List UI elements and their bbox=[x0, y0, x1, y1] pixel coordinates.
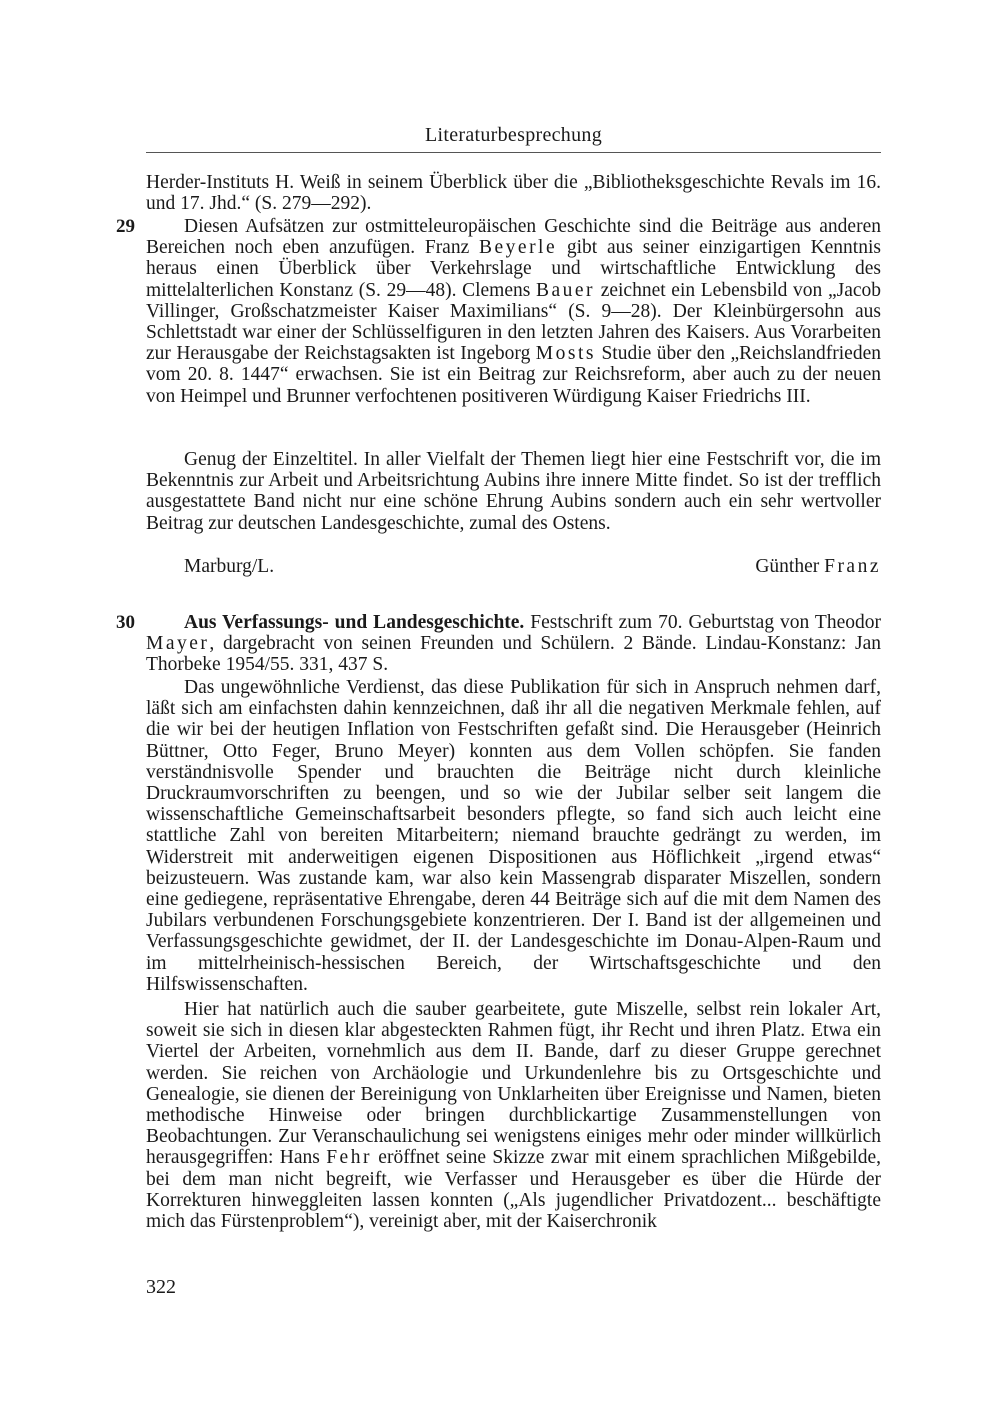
review-30-paragraph-1: Das ungewöhnliche Verdienst, das diese Publikation für sich in Anspruch nehmen darf, läßt sich am einfachsten dahin kennzeichnen, daß ihr all die negativen Merkmale fehlen, auf die wir bei der heutigen Inflation von Festschriften gefaßt sind. Die Herausgeber (Heinrich Büttner, Otto Feger, Bruno Meyer) konnten aus dem Vollen schöpfen. Sie fanden verständnisvolle Spender und brauchten die Beiträge nicht durch kleinliche Druckraumvorschriften zu beengen, und so wie der Jubilar selber seit langem die wissenschaftliche Gemeinschaftsarbeit besonders pflegte, so fand sich auch leicht eine stattliche Zahl von bereiten Mitarbeitern; niemand brauchte gedrängt zu werden, im Widerstreit mit anderweitigen eigenen Dispositionen aus Höflichkeit „irgend etwas“ beizusteuern. Was zustande kam, war also kein Massengrab disparater Miszellen, sondern eine gediegene, repräsentative Ehrengabe, deren 44 Beiträge sich auf die mit dem Namen des Jubilars verbundenen Forschungsgebiete konzentrieren. Der I. Band ist der allgemeinen und Verfassungsgeschichte gewidmet, der II. der Landesgeschichte im Donau-Alpen-Raum und im mittelrheinisch-hessischen Bereich, der Wirtschaftsgeschichte und den Hilfswissenschaften. bbox=[146, 677, 881, 995]
author-name-spaced: Fehr bbox=[326, 1147, 372, 1169]
author-first-name: Günther bbox=[755, 556, 825, 577]
text-run: zeichnet ein Lebensbild von „Jacob Villinger, Großschatzmeister Kaiser Maximilians“ (S. 9—28). Der Kleinbürgersohn aus Schlettstadt war einer der Schlüsselfiguren in den letzten Jahren des Kaisers. Aus Vorarbeiten zur Herausgabe der Reichstagsakten ist Ingeborg bbox=[146, 279, 882, 365]
text-run: gibt aus seiner einzigartigen Kenntnis heraus einen Überblick über Verkehrslage und wirtschaftliche Entwicklung des mittelalterlichen Konstanz (S. 29—48). Clemens bbox=[146, 237, 881, 301]
text-run: Studie über den „Reichslandfrieden vom 20. 8. 1447“ erwachsen. Sie ist ein Beitrag zur Reichsreform, aber auch zu der neuen von Heimpel und Brunner verfochtenen positiveren Würdigung Kaiser Friedrichs III. bbox=[146, 343, 881, 407]
review-29-body bbox=[146, 216, 881, 407]
book-title: Aus Verfassungs- und Landesgeschichte. bbox=[184, 612, 525, 633]
text-run: Diesen Aufsätzen zur ostmitteleuropäischen Geschichte sind die Beiträge aus anderen Bereichen noch eben anzufügen. Franz bbox=[146, 216, 881, 259]
review-29-conclusion bbox=[146, 449, 881, 534]
review-number-30: 30 bbox=[116, 612, 135, 633]
page-number: 322 bbox=[146, 1276, 176, 1298]
text-run: eröffnet seine Skizze zwar mit einem sprachlichen Mißgebilde, bei dem man nicht begreift, wie Verfasser und Herausgeber es über die Hürde der Korrekturen hinweggleiten lassen konnten („Als jugendlicher Privatdozent... beschäftigte mich das Fürstenproblem“), vereinigt aber, mit der Kaiserchronik bbox=[146, 1147, 882, 1233]
text-run: , dargebracht von seinen Freunden und Schülern. 2 Bände. Lindau-Konstanz: Jan Thorbeke 1954/55. 331, 437 S. bbox=[146, 633, 881, 676]
signature-place: Marburg/L. bbox=[184, 556, 275, 577]
author-name-spaced: Beyerle bbox=[479, 237, 558, 259]
review-29-paragraph-1 bbox=[146, 216, 881, 407]
bibliographic-entry bbox=[146, 612, 881, 676]
review-number-29: 29 bbox=[116, 216, 135, 237]
review-30-bibliography bbox=[146, 612, 881, 676]
carry-over-paragraph: Herder-Instituts H. Weiß in seinem Überblick über die „Bibliotheksgeschichte Revals im 16. und 17. Jhd.“ (S. 279—292). bbox=[146, 172, 881, 215]
review-29-carry-over bbox=[146, 172, 881, 214]
author-last-name: Franz bbox=[824, 556, 881, 577]
review-29-paragraph-2: Genug der Einzeltitel. In aller Vielfalt der Themen liegt hier eine Festschrift vor, die im Bekenntnis zur Arbeit und Arbeitsrichtung Aubins ihre innere Mitte findet. So ist der trefflich ausgestattete Band nicht nur eine schöne Ehrung Aubins sondern auch ein sehr wertvoller Beitrag zur deutschen Landesgeschichte, zumal des Ostens. bbox=[146, 449, 881, 534]
review-30-body bbox=[146, 677, 881, 1232]
header-rule bbox=[146, 152, 881, 153]
signature-author bbox=[755, 556, 881, 578]
text-run: Hier hat natürlich auch die sauber gearbeitete, gute Miszelle, selbst rein lokaler Art, soweit sie sich in diesen klar abgesteckten Rahmen fügt, ihr Recht und ihren Platz. Etwa ein Viertel der Arbeiten, vornehmlich aus dem II. Bande, darf zu dieser Gruppe gerechnet werden. Sie reichen von Archäologie und Urkundenlehre bis zu Ortsgeschichte und Genealogie, sie dienen der Bereinigung von Unklarheiten über Ereignisse und Namen, bieten methodische Hinweise oder bringen durchblickartige Zusammenstellungen von Beobachtungen. Zur Veranschaulichung sei wenigstens einiges mehr oder minder willkürlich herausgegriffen: Hans bbox=[146, 999, 881, 1169]
review-30-paragraph-2 bbox=[146, 999, 881, 1232]
running-head: Literaturbesprechung bbox=[424, 124, 603, 146]
author-name-spaced: Mayer bbox=[146, 633, 210, 655]
author-name-spaced: Mosts bbox=[535, 343, 596, 365]
text-run: Festschrift zum 70. Geburtstag von Theodor bbox=[524, 612, 881, 633]
author-name-spaced: Bauer bbox=[535, 279, 596, 301]
